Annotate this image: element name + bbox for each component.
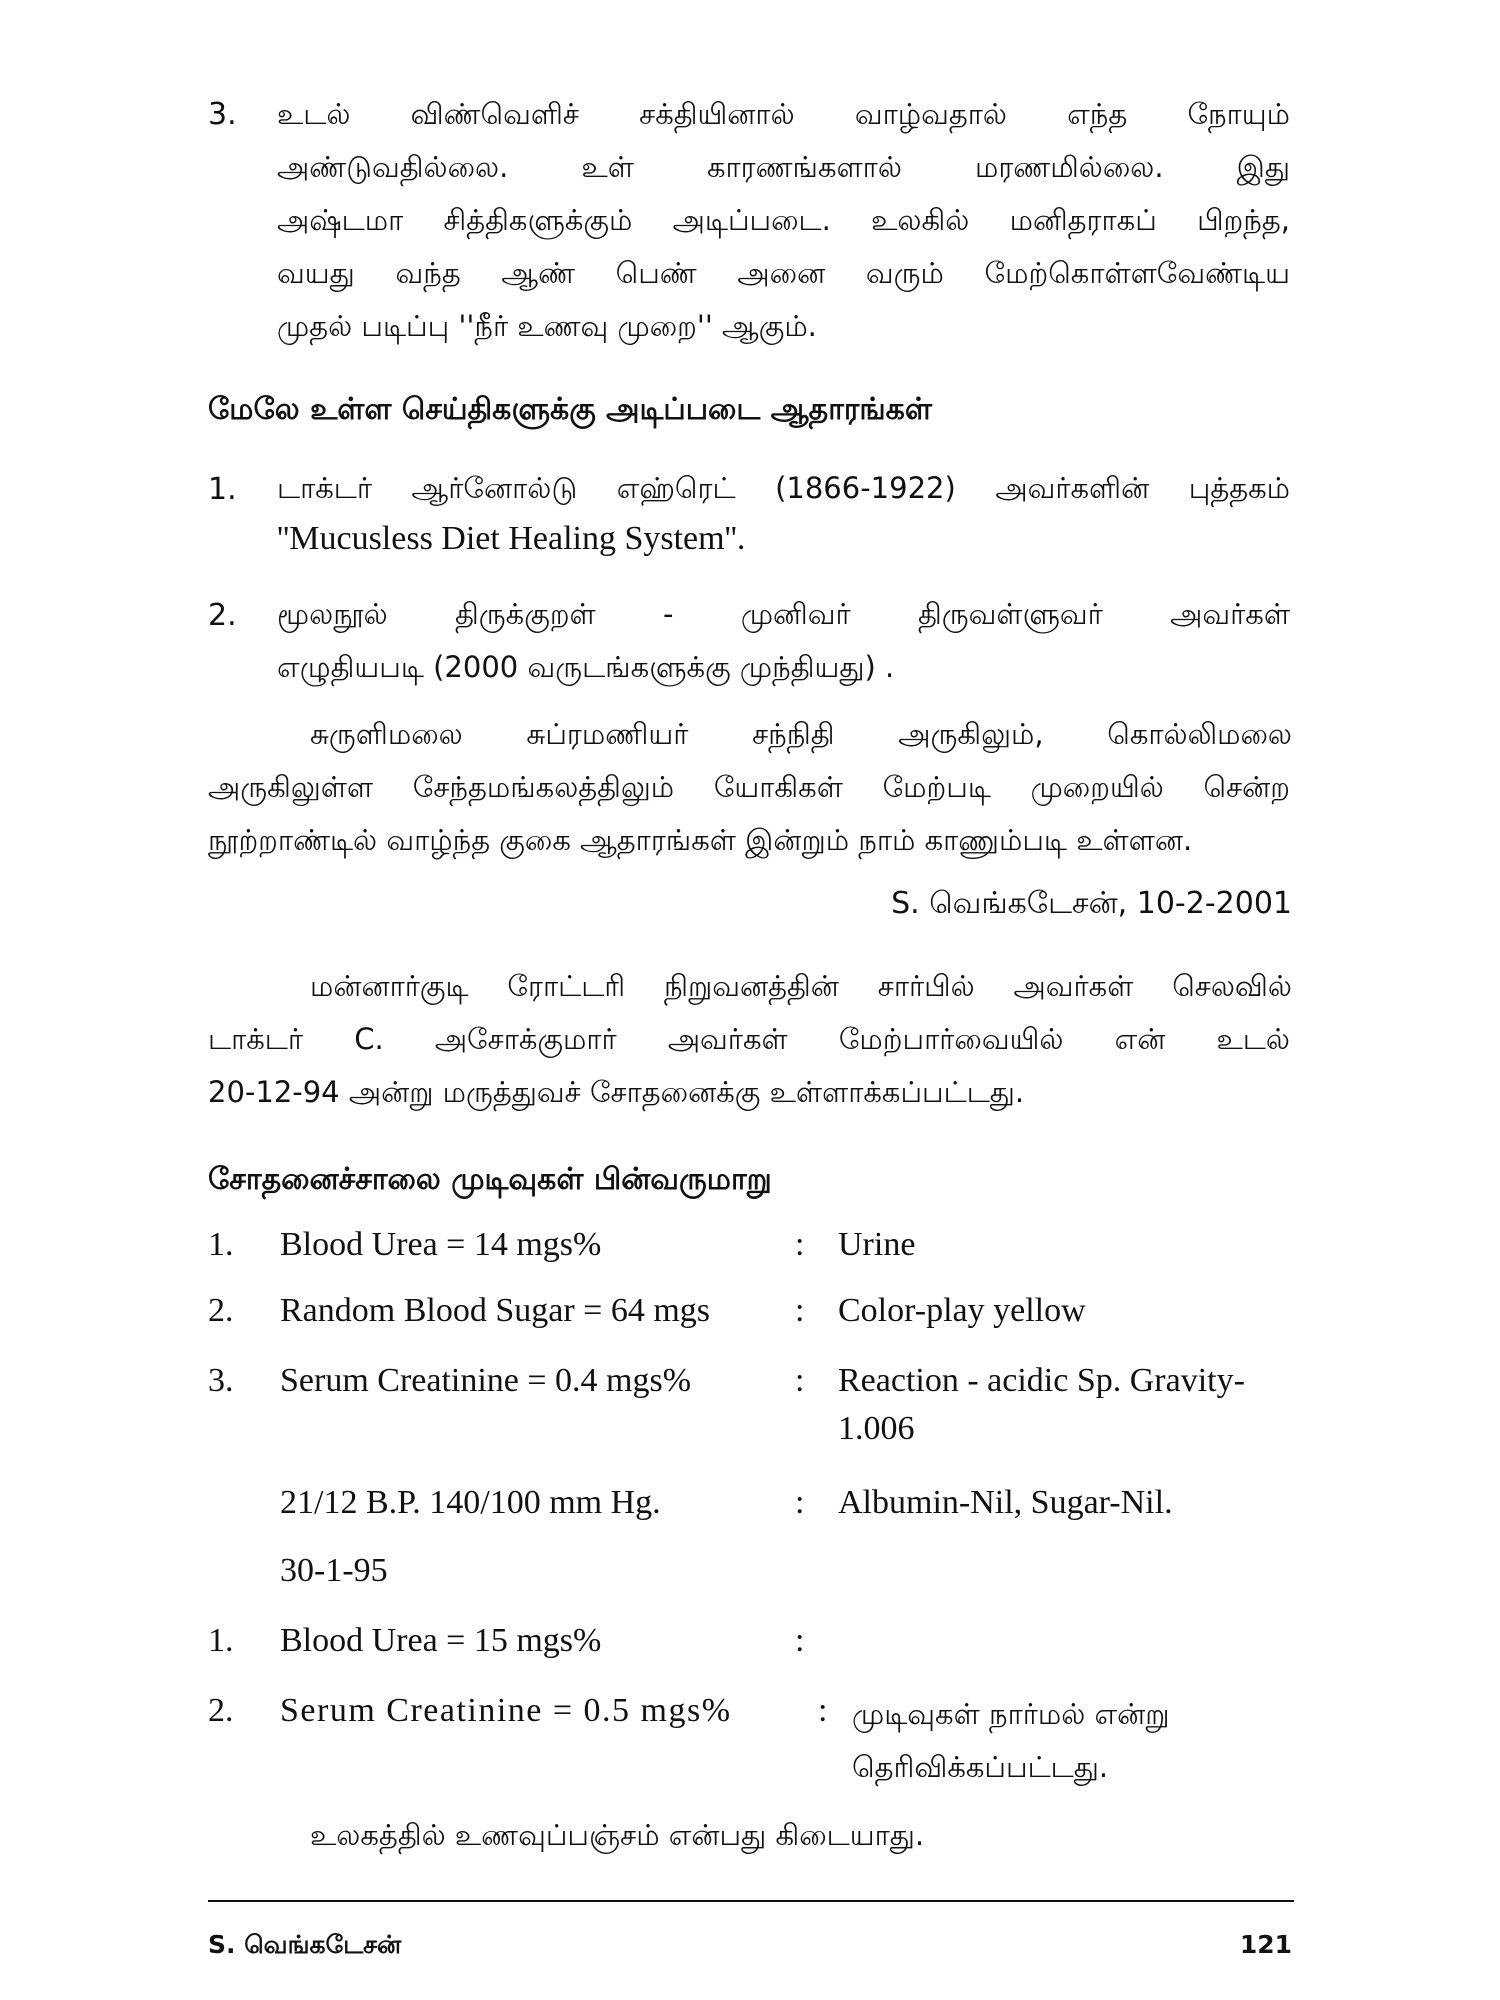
lab-row-3-left: Serum Creatinine = 0.4 mgs% [280,1362,692,1399]
lab-row-1-right: Urine [838,1226,916,1263]
source-1-line-2: ''Mucusless Diet Healing System''. [277,520,746,557]
rotary-para-line-2: டாக்டர் C. அசோக்குமார் அவர்கள் மேற்பார்வையில் என் உடல் [208,1022,1290,1056]
footer-author: S. வெங்கடேசன் [208,1930,402,1959]
item-3-line-2: அண்டுவதில்லை. உள் காரணங்களால் மரணமில்லை. இது [277,150,1290,184]
bp-row-colon: : [795,1484,805,1521]
item-number: 3. [208,97,237,132]
lab-row-2-number: 2. [208,1292,234,1329]
lab2-row-1-colon: : [795,1622,805,1659]
lab-row-2-colon: : [795,1292,805,1329]
closing-line: உலகத்தில் உணவுப்பஞ்சம் என்பது கிடையாது. [310,1818,925,1852]
caves-para-line-1: சுருளிமலை சுப்ரமணியர் சந்நிதி அருகிலும், கொல்லிமலை [310,717,1292,751]
source-1-number: 1. [208,472,237,507]
bp-row-left: 21/12 B.P. 140/100 mm Hg. [280,1484,661,1521]
lab-heading: சோதனைச்சாலை முடிவுகள் பின்வருமாறு [208,1162,772,1197]
lab-row-2-left: Random Blood Sugar = 64 mgs [280,1292,711,1329]
source-2-line-2: எழுதியபடி (2000 வருடங்களுக்கு முந்தியது) . [277,650,895,684]
item-3-line-4: வயது வந்த ஆண் பெண் அனை வரும் மேற்கொள்ளவேண்டிய [277,256,1290,290]
source-2-line-1: மூலநூல் திருக்குறள் - முனிவர் திருவள்ளுவர் அவர்கள் [277,597,1290,631]
lab2-row-2-left: Serum Creatinine = 0.5 mgs% [280,1692,732,1729]
lab-row-3-number: 3. [208,1362,234,1399]
lab2-row-1-left: Blood Urea = 15 mgs% [280,1622,602,1659]
caves-para-line-2: அருகிலுள்ள சேந்தமங்கலத்திலும் யோகிகள் மேற்படி முறையில் சென்ற [208,770,1290,804]
lab-row-1-left: Blood Urea = 14 mgs% [280,1226,602,1263]
lab-row-3-colon: : [795,1362,805,1399]
rotary-para-line-3: 20-12-94 அன்று மருத்துவச் சோதனைக்கு உள்ளாக்கப்பட்டது. [208,1075,1025,1109]
rotary-para-line-1: மன்னார்குடி ரோட்டரி நிறுவனத்தின் சார்பில் அவர்கள் செலவில் [310,969,1292,1003]
source-2-number: 2. [208,598,237,633]
lab-row-1-number: 1. [208,1226,234,1263]
lab-row-2-right: Color-play yellow [838,1292,1086,1329]
lab2-row-2-right: முடிவுகள் நார்மல் என்று தெரிவிக்கப்பட்டது. [852,1697,1170,1784]
sources-heading: மேலே உள்ள செய்திகளுக்கு அடிப்படை ஆதாரங்கள் [208,392,932,427]
lab-row-1-colon: : [795,1226,805,1263]
source-1-line-1: டாக்டர் ஆர்னோல்டு எஹ்ரெட் (1866-1922) அவர்களின் புத்தகம் [277,471,1290,505]
item-3-line-3: அஷ்டமா சித்திகளுக்கும் அடிப்படை. உலகில் மனிதராகப் பிறந்த, [277,203,1290,237]
lab2-row-2-colon: : [818,1692,828,1729]
signature: S. வெங்கடேசன், 10-2-2001 [891,886,1292,921]
footer-divider [208,1900,1294,1902]
caves-para-line-3: நூற்றாண்டில் வாழ்ந்த குகை ஆதாரங்கள் இன்றும் நாம் காணும்படி உள்ளன. [208,823,1193,857]
lab2-row-1-number: 1. [208,1622,234,1659]
bp-row-right: Albumin-Nil, Sugar-Nil. [838,1484,1173,1521]
item-3-line-1: உடல் விண்வெளிச் சக்தியினால் வாழ்வதால் எந்த நோயும் [277,97,1290,131]
lab2-row-2-number: 2. [208,1692,234,1729]
page-number: 121 [1239,1930,1292,1959]
second-test-date: 30-1-95 [280,1552,388,1589]
lab-row-3-right: Reaction - acidic Sp. Gravity-1.006 [838,1362,1245,1447]
item-3-line-5: முதல் படிப்பு ''நீர் உணவு முறை'' ஆகும். [277,309,817,343]
